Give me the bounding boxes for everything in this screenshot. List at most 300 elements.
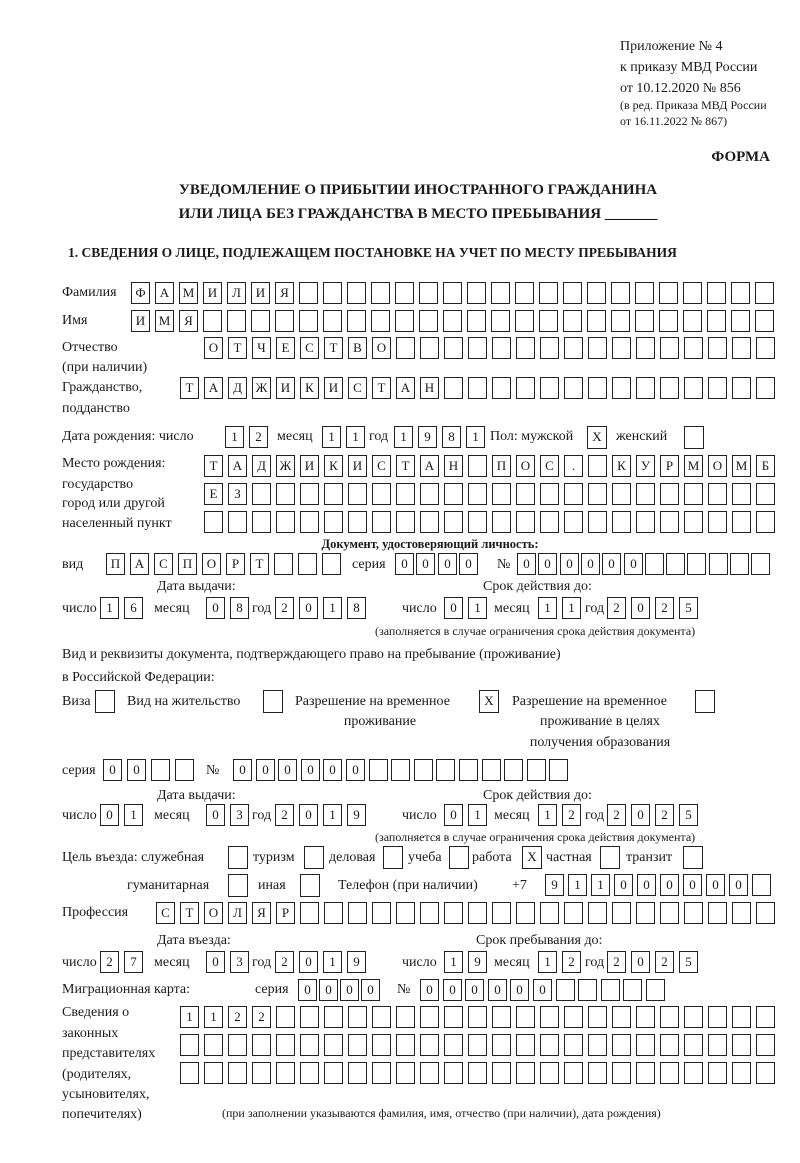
surname-char-box[interactable] (587, 282, 606, 304)
surname-char-box[interactable]: Я (275, 282, 294, 304)
id-kind-char-box[interactable] (274, 553, 293, 575)
birthplace-2-char-box[interactable] (492, 483, 511, 505)
citizenship-char-box[interactable] (684, 377, 703, 399)
phone-char-box[interactable]: 0 (637, 874, 656, 896)
birthplace-1-char-box[interactable]: И (300, 455, 319, 477)
reps-1-char-box[interactable] (420, 1006, 439, 1028)
entry-year-char-box[interactable]: 9 (347, 951, 366, 973)
surname-char-box[interactable]: И (251, 282, 270, 304)
citizenship-char-box[interactable] (468, 377, 487, 399)
id-series-char-box[interactable]: 0 (438, 553, 457, 575)
stay-issue-month-char-box[interactable]: 0 (206, 804, 225, 826)
birthplace-1-char-box[interactable]: К (612, 455, 631, 477)
birth-month-char-box[interactable]: 1 (322, 426, 341, 448)
birthplace-2-char-box[interactable] (660, 483, 679, 505)
birthplace-3-char-box[interactable] (492, 511, 511, 533)
entry-year-char-box[interactable]: 1 (323, 951, 342, 973)
name-char-box[interactable] (275, 310, 294, 332)
birthplace-1-char-box[interactable]: М (732, 455, 751, 477)
patronymic-char-box[interactable] (468, 337, 487, 359)
stay-number-char-box[interactable]: 0 (346, 759, 365, 781)
patronymic-char-box[interactable] (612, 337, 631, 359)
citizenship-char-box[interactable] (444, 377, 463, 399)
patronymic-char-box[interactable] (756, 337, 775, 359)
birthplace-1-char-box[interactable]: О (516, 455, 535, 477)
birthplace-3-char-box[interactable] (252, 511, 271, 533)
patronymic-char-box[interactable]: С (300, 337, 319, 359)
birthplace-2-char-box[interactable] (420, 483, 439, 505)
reps-1-char-box[interactable] (612, 1006, 631, 1028)
reps-1-char-box[interactable] (444, 1006, 463, 1028)
reps-2-char-box[interactable] (516, 1034, 535, 1056)
patronymic-char-box[interactable] (588, 337, 607, 359)
id-kind-char-box[interactable]: П (178, 553, 197, 575)
stay-number-char-box[interactable]: 0 (256, 759, 275, 781)
reps-2-char-box[interactable] (228, 1034, 247, 1056)
surname-char-box[interactable] (371, 282, 390, 304)
id-valid-year-char-box[interactable]: 2 (607, 597, 626, 619)
citizenship-char-box[interactable]: А (204, 377, 223, 399)
id-issue-month-char-box[interactable]: 8 (230, 597, 249, 619)
stay-number-char-box[interactable] (482, 759, 501, 781)
mig-number-char-box[interactable]: 0 (420, 979, 439, 1001)
reps-3-char-box[interactable] (300, 1062, 319, 1084)
patronymic-char-box[interactable] (420, 337, 439, 359)
profession-char-box[interactable] (324, 902, 343, 924)
citizenship-char-box[interactable] (708, 377, 727, 399)
reps-3-char-box[interactable] (204, 1062, 223, 1084)
surname-char-box[interactable] (563, 282, 582, 304)
reps-3-char-box[interactable] (444, 1062, 463, 1084)
surname-char-box[interactable]: А (155, 282, 174, 304)
id-number-char-box[interactable] (730, 553, 749, 575)
birthplace-1-char-box[interactable]: М (684, 455, 703, 477)
citizenship-char-box[interactable]: Д (228, 377, 247, 399)
entry-day-char-box[interactable]: 2 (100, 951, 119, 973)
patronymic-char-box[interactable]: Ч (252, 337, 271, 359)
reps-2-char-box[interactable] (756, 1034, 775, 1056)
name-char-box[interactable] (539, 310, 558, 332)
citizenship-char-box[interactable] (564, 377, 583, 399)
name-char-box[interactable] (515, 310, 534, 332)
stay-issue-day-char-box[interactable]: 0 (100, 804, 119, 826)
citizenship-char-box[interactable]: Н (420, 377, 439, 399)
citizenship-char-box[interactable] (756, 377, 775, 399)
patronymic-char-box[interactable]: Е (276, 337, 295, 359)
mig-number-char-box[interactable]: 0 (443, 979, 462, 1001)
surname-char-box[interactable] (347, 282, 366, 304)
citizenship-char-box[interactable] (660, 377, 679, 399)
name-char-box[interactable] (467, 310, 486, 332)
stay-issue-year-char-box[interactable]: 9 (347, 804, 366, 826)
stay-series-char-box[interactable]: 0 (127, 759, 146, 781)
stay-number-char-box[interactable] (391, 759, 410, 781)
birth-year-char-box[interactable]: 9 (418, 426, 437, 448)
birthplace-1-char-box[interactable]: И (348, 455, 367, 477)
citizenship-char-box[interactable] (612, 377, 631, 399)
surname-char-box[interactable] (323, 282, 342, 304)
birthplace-2-char-box[interactable] (300, 483, 319, 505)
reps-1-char-box[interactable] (732, 1006, 751, 1028)
patronymic-char-box[interactable] (636, 337, 655, 359)
id-kind-char-box[interactable]: Т (250, 553, 269, 575)
citizenship-char-box[interactable] (732, 377, 751, 399)
stay-series-char-box[interactable] (175, 759, 194, 781)
citizenship-char-box[interactable]: С (348, 377, 367, 399)
id-issue-month-char-box[interactable]: 0 (206, 597, 225, 619)
citizenship-char-box[interactable] (636, 377, 655, 399)
reps-3-char-box[interactable] (468, 1062, 487, 1084)
reps-1-char-box[interactable] (684, 1006, 703, 1028)
birthplace-1-char-box[interactable]: Т (204, 455, 223, 477)
surname-char-box[interactable] (467, 282, 486, 304)
mig-number-char-box[interactable] (601, 979, 620, 1001)
birthplace-1-char-box[interactable]: Н (444, 455, 463, 477)
reps-3-char-box[interactable] (396, 1062, 415, 1084)
purpose-study-checkbox[interactable] (449, 846, 469, 869)
reps-2-char-box[interactable] (300, 1034, 319, 1056)
stay-valid-day-char-box[interactable]: 0 (444, 804, 463, 826)
birthplace-2-char-box[interactable] (708, 483, 727, 505)
profession-char-box[interactable]: Т (180, 902, 199, 924)
temp-edu-checkbox[interactable] (695, 690, 715, 713)
reps-3-char-box[interactable] (324, 1062, 343, 1084)
birthplace-2-char-box[interactable] (564, 483, 583, 505)
mig-series-char-box[interactable]: 0 (361, 979, 380, 1001)
reps-2-char-box[interactable] (708, 1034, 727, 1056)
id-number-char-box[interactable]: 0 (581, 553, 600, 575)
visa-checkbox[interactable] (95, 690, 115, 713)
mig-number-char-box[interactable]: 0 (488, 979, 507, 1001)
birthplace-2-char-box[interactable] (324, 483, 343, 505)
profession-char-box[interactable] (612, 902, 631, 924)
birthplace-3-char-box[interactable] (564, 511, 583, 533)
stay-number-char-box[interactable]: 0 (323, 759, 342, 781)
id-number-char-box[interactable]: 0 (538, 553, 557, 575)
birthplace-1-char-box[interactable]: Т (396, 455, 415, 477)
profession-char-box[interactable] (660, 902, 679, 924)
phone-char-box[interactable]: 1 (591, 874, 610, 896)
phone-char-box[interactable] (752, 874, 771, 896)
profession-char-box[interactable] (516, 902, 535, 924)
profession-char-box[interactable] (564, 902, 583, 924)
patronymic-char-box[interactable]: Т (228, 337, 247, 359)
id-kind-char-box[interactable]: О (202, 553, 221, 575)
id-series-char-box[interactable]: 0 (459, 553, 478, 575)
stay-number-char-box[interactable]: 0 (233, 759, 252, 781)
surname-char-box[interactable] (611, 282, 630, 304)
name-char-box[interactable] (203, 310, 222, 332)
stay-number-char-box[interactable] (504, 759, 523, 781)
entry-year-char-box[interactable]: 0 (299, 951, 318, 973)
name-char-box[interactable] (323, 310, 342, 332)
name-char-box[interactable] (443, 310, 462, 332)
id-valid-day-char-box[interactable]: 1 (468, 597, 487, 619)
name-char-box[interactable] (251, 310, 270, 332)
stay-number-char-box[interactable]: 0 (278, 759, 297, 781)
reps-1-char-box[interactable] (276, 1006, 295, 1028)
reps-3-char-box[interactable] (228, 1062, 247, 1084)
reps-2-char-box[interactable] (684, 1034, 703, 1056)
surname-char-box[interactable] (659, 282, 678, 304)
surname-char-box[interactable] (539, 282, 558, 304)
birthplace-2-char-box[interactable] (636, 483, 655, 505)
mig-series-char-box[interactable]: 0 (319, 979, 338, 1001)
reps-3-char-box[interactable] (348, 1062, 367, 1084)
id-number-char-box[interactable] (751, 553, 770, 575)
profession-char-box[interactable] (732, 902, 751, 924)
stay-until-year-char-box[interactable]: 2 (655, 951, 674, 973)
profession-char-box[interactable] (372, 902, 391, 924)
birthplace-2-char-box[interactable]: Е (204, 483, 223, 505)
patronymic-char-box[interactable] (684, 337, 703, 359)
id-number-char-box[interactable]: 0 (624, 553, 643, 575)
profession-char-box[interactable] (756, 902, 775, 924)
mig-number-char-box[interactable]: 0 (533, 979, 552, 1001)
birth-day-char-box[interactable]: 2 (249, 426, 268, 448)
stay-number-char-box[interactable] (459, 759, 478, 781)
birthplace-3-char-box[interactable] (396, 511, 415, 533)
stay-until-year-char-box[interactable]: 5 (679, 951, 698, 973)
reps-2-char-box[interactable] (276, 1034, 295, 1056)
stay-issue-day-char-box[interactable]: 1 (124, 804, 143, 826)
birthplace-1-char-box[interactable]: А (420, 455, 439, 477)
reps-2-char-box[interactable] (252, 1034, 271, 1056)
id-valid-year-char-box[interactable]: 2 (655, 597, 674, 619)
name-char-box[interactable] (731, 310, 750, 332)
stay-valid-day-char-box[interactable]: 1 (468, 804, 487, 826)
birthplace-1-char-box[interactable]: О (708, 455, 727, 477)
reps-3-char-box[interactable] (756, 1062, 775, 1084)
surname-char-box[interactable] (395, 282, 414, 304)
profession-char-box[interactable]: О (204, 902, 223, 924)
birthplace-3-char-box[interactable] (444, 511, 463, 533)
reps-2-char-box[interactable] (660, 1034, 679, 1056)
birthplace-3-char-box[interactable] (348, 511, 367, 533)
citizenship-char-box[interactable] (516, 377, 535, 399)
reps-2-char-box[interactable] (588, 1034, 607, 1056)
reps-1-char-box[interactable] (372, 1006, 391, 1028)
entry-day-char-box[interactable]: 7 (124, 951, 143, 973)
reps-2-char-box[interactable] (636, 1034, 655, 1056)
patronymic-char-box[interactable] (540, 337, 559, 359)
stay-issue-year-char-box[interactable]: 2 (275, 804, 294, 826)
citizenship-char-box[interactable] (492, 377, 511, 399)
reps-1-char-box[interactable] (588, 1006, 607, 1028)
patronymic-char-box[interactable] (492, 337, 511, 359)
citizenship-char-box[interactable] (588, 377, 607, 399)
reps-1-char-box[interactable]: 1 (180, 1006, 199, 1028)
mig-number-char-box[interactable] (623, 979, 642, 1001)
birthplace-3-char-box[interactable] (516, 511, 535, 533)
phone-char-box[interactable]: 0 (706, 874, 725, 896)
name-char-box[interactable] (371, 310, 390, 332)
reps-3-char-box[interactable] (708, 1062, 727, 1084)
reps-2-char-box[interactable] (420, 1034, 439, 1056)
birth-year-char-box[interactable]: 1 (466, 426, 485, 448)
reps-1-char-box[interactable]: 1 (204, 1006, 223, 1028)
citizenship-char-box[interactable]: И (324, 377, 343, 399)
name-char-box[interactable] (491, 310, 510, 332)
citizenship-char-box[interactable]: Т (372, 377, 391, 399)
name-char-box[interactable] (419, 310, 438, 332)
birthplace-2-char-box[interactable] (468, 483, 487, 505)
birthplace-3-char-box[interactable] (636, 511, 655, 533)
name-char-box[interactable] (707, 310, 726, 332)
birthplace-3-char-box[interactable] (660, 511, 679, 533)
reps-1-char-box[interactable]: 2 (252, 1006, 271, 1028)
stay-series-char-box[interactable] (151, 759, 170, 781)
sex-female-checkbox[interactable] (684, 426, 704, 449)
birthplace-2-char-box[interactable] (732, 483, 751, 505)
citizenship-char-box[interactable]: А (396, 377, 415, 399)
id-series-char-box[interactable]: 0 (395, 553, 414, 575)
reps-3-char-box[interactable] (588, 1062, 607, 1084)
birth-day-char-box[interactable]: 1 (225, 426, 244, 448)
birthplace-1-char-box[interactable] (588, 455, 607, 477)
birthplace-3-char-box[interactable] (204, 511, 223, 533)
birthplace-1-char-box[interactable]: С (540, 455, 559, 477)
birthplace-1-char-box[interactable]: У (636, 455, 655, 477)
name-char-box[interactable] (755, 310, 774, 332)
birthplace-2-char-box[interactable] (276, 483, 295, 505)
reps-2-char-box[interactable] (612, 1034, 631, 1056)
mig-number-char-box[interactable] (646, 979, 665, 1001)
birthplace-3-char-box[interactable] (300, 511, 319, 533)
mig-series-char-box[interactable]: 0 (298, 979, 317, 1001)
id-valid-day-char-box[interactable]: 0 (444, 597, 463, 619)
patronymic-char-box[interactable] (564, 337, 583, 359)
profession-char-box[interactable] (396, 902, 415, 924)
stay-series-char-box[interactable]: 0 (103, 759, 122, 781)
citizenship-char-box[interactable]: И (276, 377, 295, 399)
birthplace-3-char-box[interactable] (372, 511, 391, 533)
name-char-box[interactable] (611, 310, 630, 332)
reps-3-char-box[interactable] (684, 1062, 703, 1084)
name-char-box[interactable] (299, 310, 318, 332)
birthplace-2-char-box[interactable] (252, 483, 271, 505)
purpose-official-checkbox[interactable] (228, 846, 248, 869)
birthplace-3-char-box[interactable] (684, 511, 703, 533)
birthplace-1-char-box[interactable]: Ж (276, 455, 295, 477)
birthplace-1-char-box[interactable]: С (372, 455, 391, 477)
birth-month-char-box[interactable]: 1 (346, 426, 365, 448)
profession-char-box[interactable] (348, 902, 367, 924)
reps-1-char-box[interactable] (468, 1006, 487, 1028)
birthplace-3-char-box[interactable] (228, 511, 247, 533)
id-issue-year-char-box[interactable]: 1 (323, 597, 342, 619)
birthplace-1-char-box[interactable]: . (564, 455, 583, 477)
reps-3-char-box[interactable] (612, 1062, 631, 1084)
id-issue-year-char-box[interactable]: 2 (275, 597, 294, 619)
reps-2-char-box[interactable] (180, 1034, 199, 1056)
reps-1-char-box[interactable] (348, 1006, 367, 1028)
name-char-box[interactable]: Я (179, 310, 198, 332)
sex-male-checkbox[interactable]: X (587, 426, 607, 449)
citizenship-char-box[interactable]: К (300, 377, 319, 399)
surname-char-box[interactable] (299, 282, 318, 304)
name-char-box[interactable] (635, 310, 654, 332)
entry-year-char-box[interactable]: 2 (275, 951, 294, 973)
reps-1-char-box[interactable] (492, 1006, 511, 1028)
profession-char-box[interactable] (708, 902, 727, 924)
birthplace-1-char-box[interactable]: Д (252, 455, 271, 477)
surname-char-box[interactable] (515, 282, 534, 304)
stay-number-char-box[interactable] (369, 759, 388, 781)
birthplace-1-char-box[interactable]: А (228, 455, 247, 477)
mig-series-char-box[interactable]: 0 (340, 979, 359, 1001)
stay-issue-year-char-box[interactable]: 1 (323, 804, 342, 826)
profession-char-box[interactable]: С (156, 902, 175, 924)
profession-char-box[interactable] (540, 902, 559, 924)
birthplace-3-char-box[interactable] (468, 511, 487, 533)
reps-2-char-box[interactable] (396, 1034, 415, 1056)
reps-1-char-box[interactable] (396, 1006, 415, 1028)
citizenship-char-box[interactable]: Ж (252, 377, 271, 399)
birthplace-2-char-box[interactable] (612, 483, 631, 505)
entry-month-char-box[interactable]: 3 (230, 951, 249, 973)
reps-1-char-box[interactable] (564, 1006, 583, 1028)
surname-char-box[interactable] (755, 282, 774, 304)
reps-1-char-box[interactable] (300, 1006, 319, 1028)
purpose-private-checkbox[interactable] (600, 846, 620, 869)
profession-char-box[interactable]: Л (228, 902, 247, 924)
stay-number-char-box[interactable] (549, 759, 568, 781)
surname-char-box[interactable] (443, 282, 462, 304)
id-kind-char-box[interactable] (322, 553, 341, 575)
birthplace-2-char-box[interactable] (372, 483, 391, 505)
reps-3-char-box[interactable] (252, 1062, 271, 1084)
birthplace-3-char-box[interactable] (732, 511, 751, 533)
purpose-humanitarian-checkbox[interactable] (228, 874, 248, 897)
name-char-box[interactable] (683, 310, 702, 332)
birthplace-1-char-box[interactable] (468, 455, 487, 477)
temp-residence-checkbox[interactable]: X (479, 690, 499, 713)
reps-1-char-box[interactable] (324, 1006, 343, 1028)
patronymic-char-box[interactable]: В (348, 337, 367, 359)
reps-2-char-box[interactable] (324, 1034, 343, 1056)
purpose-transit-checkbox[interactable] (683, 846, 703, 869)
reps-2-char-box[interactable] (564, 1034, 583, 1056)
birthplace-3-char-box[interactable] (540, 511, 559, 533)
stay-valid-year-char-box[interactable]: 2 (655, 804, 674, 826)
birthplace-1-char-box[interactable]: К (324, 455, 343, 477)
surname-char-box[interactable]: Л (227, 282, 246, 304)
birthplace-2-char-box[interactable]: З (228, 483, 247, 505)
birthplace-2-char-box[interactable] (684, 483, 703, 505)
reps-2-char-box[interactable] (348, 1034, 367, 1056)
reps-2-char-box[interactable] (444, 1034, 463, 1056)
mig-number-char-box[interactable]: 0 (465, 979, 484, 1001)
surname-char-box[interactable] (731, 282, 750, 304)
reps-3-char-box[interactable] (564, 1062, 583, 1084)
patronymic-char-box[interactable]: О (204, 337, 223, 359)
birthplace-1-char-box[interactable]: Р (660, 455, 679, 477)
birthplace-2-char-box[interactable] (444, 483, 463, 505)
birthplace-2-char-box[interactable] (516, 483, 535, 505)
birth-year-char-box[interactable]: 8 (442, 426, 461, 448)
profession-char-box[interactable] (636, 902, 655, 924)
id-kind-char-box[interactable] (298, 553, 317, 575)
phone-char-box[interactable]: 0 (729, 874, 748, 896)
profession-char-box[interactable]: Я (252, 902, 271, 924)
stay-issue-year-char-box[interactable]: 0 (299, 804, 318, 826)
phone-char-box[interactable]: 0 (614, 874, 633, 896)
id-kind-char-box[interactable]: П (106, 553, 125, 575)
id-valid-year-char-box[interactable]: 5 (679, 597, 698, 619)
phone-char-box[interactable]: 9 (545, 874, 564, 896)
surname-char-box[interactable]: М (179, 282, 198, 304)
